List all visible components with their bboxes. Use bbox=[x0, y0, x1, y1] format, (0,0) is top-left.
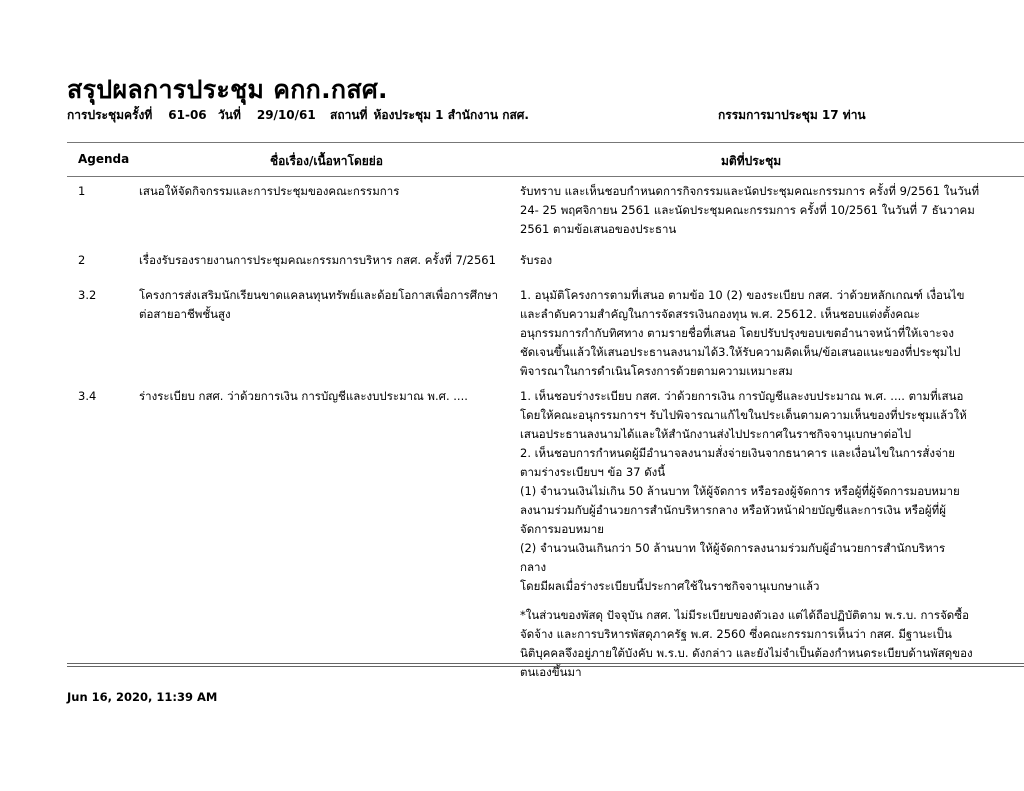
meeting-number-label: การประชุมครั้งที่ bbox=[67, 108, 153, 122]
row-4-resolution-line: กลาง bbox=[520, 560, 547, 574]
row-4-resolution-line: โดยมีผลเมื่อร่างระเบียบนี้ประกาศใช้ในราชกิจจานุเบกษาแล้ว bbox=[520, 579, 820, 593]
meeting-date bbox=[218, 106, 316, 125]
row-1-resolution bbox=[520, 182, 979, 239]
row-1-resolution-line: รับทราบ และเห็นชอบกำหนดการกิจกรรมและนัดประชุมคณะกรรมการ ครั้งที่ 9/2561 ในวันที่ bbox=[520, 184, 980, 198]
meeting-date-label: วันที่ bbox=[218, 108, 241, 122]
meeting-place-value: ห้องประชุม 1 สำนักงาน กสศ. bbox=[373, 108, 529, 122]
row-4-note-line: นิติบุคคลจึงอยู่ภายใต้บังคับ พ.ร.บ. ดังกล่าว และยังไม่จำเป็นต้องกำหนดระเบียบด้านพัสดุของ bbox=[520, 646, 973, 660]
meeting-date-value: 29/10/61 bbox=[256, 108, 316, 122]
row-2-subject-line: เรื่องรับรองรายงานการประชุมคณะกรรมการบริหาร กสศ. ครั้งที่ 7/2561 bbox=[139, 253, 496, 267]
row-3-resolution-line: 1. อนุมัติโครงการตามที่เสนอ ตามข้อ 10 (2) ของระเบียบ กสศ. ว่าด้วยหลักเกณฑ์ เงื่อนไข bbox=[520, 288, 965, 302]
meeting-place bbox=[330, 106, 529, 125]
column-header-resolution: มติที่ประชุม bbox=[721, 154, 782, 168]
meeting-number bbox=[67, 106, 207, 125]
row-3-subject-line: โครงการส่งเสริมนักเรียนขาดแคลนทุนทรัพย์และด้อยโอกาสเพื่อการศึกษา bbox=[139, 288, 499, 302]
row-1-resolution-line: 2561 ตามข้อเสนอของประธาน bbox=[520, 222, 677, 236]
row-3-resolution-line: พิจารณาในการดำเนินโครงการด้วยตามความเหมาะสม bbox=[520, 364, 793, 378]
row-1-subject-line: เสนอให้จัดกิจกรรมและการประชุมของคณะกรรมการ bbox=[139, 184, 400, 198]
table-bottom-rule-double bbox=[67, 666, 1024, 667]
row-4-resolution-line: 1. เห็นชอบร่างระเบียบ กสศ. ว่าด้วยการเงิน การบัญชีและงบประมาณ พ.ศ. .... ตามที่เสนอ bbox=[520, 389, 964, 403]
row-4-resolution-line: ลงนามร่วมกับผู้อำนวยการสำนักบริหารกลาง หรือหัวหน้าฝ่ายบัญชีและการเงิน หรือผู้ที่ผู้ bbox=[520, 503, 946, 517]
header-top-rule bbox=[67, 142, 1024, 143]
row-1-resolution-line: 24- 25 พฤศจิกายน 2561 และนัดประชุมคณะกรรมการ ครั้งที่ 10/2561 ในวันที่ 7 ธันวาคม bbox=[520, 203, 975, 217]
row-3-subject bbox=[139, 286, 498, 324]
row-1-agenda: 1 bbox=[78, 184, 86, 198]
row-4-agenda: 3.4 bbox=[78, 389, 97, 403]
paragraph-gap bbox=[520, 596, 973, 606]
column-header-subject: ชื่อเรื่อง/เนื้อหาโดยย่อ bbox=[270, 154, 384, 168]
meeting-place-label: สถานที่ bbox=[330, 108, 368, 122]
row-3-resolution-line: ชัดเจนขึ้นแล้วให้เสนอประธานลงนามได้3.ให้รับความคิดเห็น/ข้อเสนอแนะของที่ประชุมไป bbox=[520, 345, 961, 359]
column-header-agenda: Agenda bbox=[78, 152, 130, 166]
row-4-subject bbox=[139, 387, 468, 406]
row-4-note-line: *ในส่วนของพัสดุ ปัจจุบัน กสศ. ไม่มีระเบียบของตัวเอง แต่ได้ถือปฏิบัติตาม พ.ร.บ. การจัดซื้อ bbox=[520, 608, 969, 622]
row-4-note-line: ตนเองขึ้นมา bbox=[520, 665, 582, 679]
row-2-agenda: 2 bbox=[78, 253, 86, 267]
row-3-subject-line: ต่อสายอาชีพชั้นสูง bbox=[139, 307, 231, 321]
header-bottom-rule bbox=[67, 176, 1024, 177]
row-4-resolution-line: จัดการมอบหมาย bbox=[520, 522, 604, 536]
row-4-resolution bbox=[520, 387, 973, 682]
row-3-resolution-line: อนุกรรมการกำกับทิศทาง ตามรายชื่อที่เสนอ โดยปรับปรุงขอบเขตอำนาจหน้าที่ให้เจาะจง bbox=[520, 326, 955, 340]
row-4-resolution-line: เสนอประธานลงนามได้และให้สำนักงานส่งไปประกาศในราชกิจจานุเบกษาต่อไป bbox=[520, 427, 912, 441]
row-4-subject-line: ร่างระเบียบ กสศ. ว่าด้วยการเงิน การบัญชีและงบประมาณ พ.ศ. .... bbox=[139, 389, 468, 403]
row-1-subject bbox=[139, 182, 399, 201]
row-4-resolution-line: ตามร่างระเบียบฯ ข้อ 37 ดังนี้ bbox=[520, 465, 666, 479]
document-title: สรุปผลการประชุม คกก.กสศ. bbox=[67, 75, 388, 104]
row-3-resolution-line: และลำดับความสำคัญในการจัดสรรเงินกองทุน พ.ศ. 25612. เห็นชอบแต่งตั้งคณะ bbox=[520, 307, 920, 321]
row-4-resolution-line: (1) จำนวนเงินไม่เกิน 50 ล้านบาท ให้ผู้จัดการ หรือรองผู้จัดการ หรือผู้ที่ผู้จัดการมอบหมาย bbox=[520, 484, 960, 498]
row-2-resolution bbox=[520, 251, 552, 270]
meeting-attendees: กรรมการมาประชุม 17 ท่าน bbox=[718, 108, 866, 122]
row-3-resolution bbox=[520, 286, 964, 381]
row-4-resolution-line: (2) จำนวนเงินเกินกว่า 50 ล้านบาท ให้ผู้จัดการลงนามร่วมกับผู้อำนวยการสำนักบริหาร bbox=[520, 541, 946, 555]
row-3-agenda: 3.2 bbox=[78, 288, 97, 302]
row-2-resolution-line: รับรอง bbox=[520, 253, 553, 267]
row-4-resolution-line: 2. เห็นชอบการกำหนดผู้มีอำนาจลงนามสั่งจ่ายเงินจากธนาคาร และเงื่อนไขในการสั่งจ่าย bbox=[520, 446, 955, 460]
row-4-note-line: จัดจ้าง และการบริหารพัสดุภาครัฐ พ.ศ. 2560 ซึ่งคณะกรรมการเห็นว่า กสศ. มีฐานะเป็น bbox=[520, 627, 952, 641]
print-timestamp: Jun 16, 2020, 11:39 AM bbox=[67, 690, 218, 704]
table-bottom-rule bbox=[67, 663, 1024, 664]
row-2-subject bbox=[139, 251, 496, 270]
row-4-resolution-line: โดยให้คณะอนุกรรมการฯ รับไปพิจารณาแก้ไขในประเด็นตามความเห็นของที่ประชุมแล้วให้ bbox=[520, 408, 967, 422]
meeting-number-value: 61-06 bbox=[168, 108, 207, 122]
